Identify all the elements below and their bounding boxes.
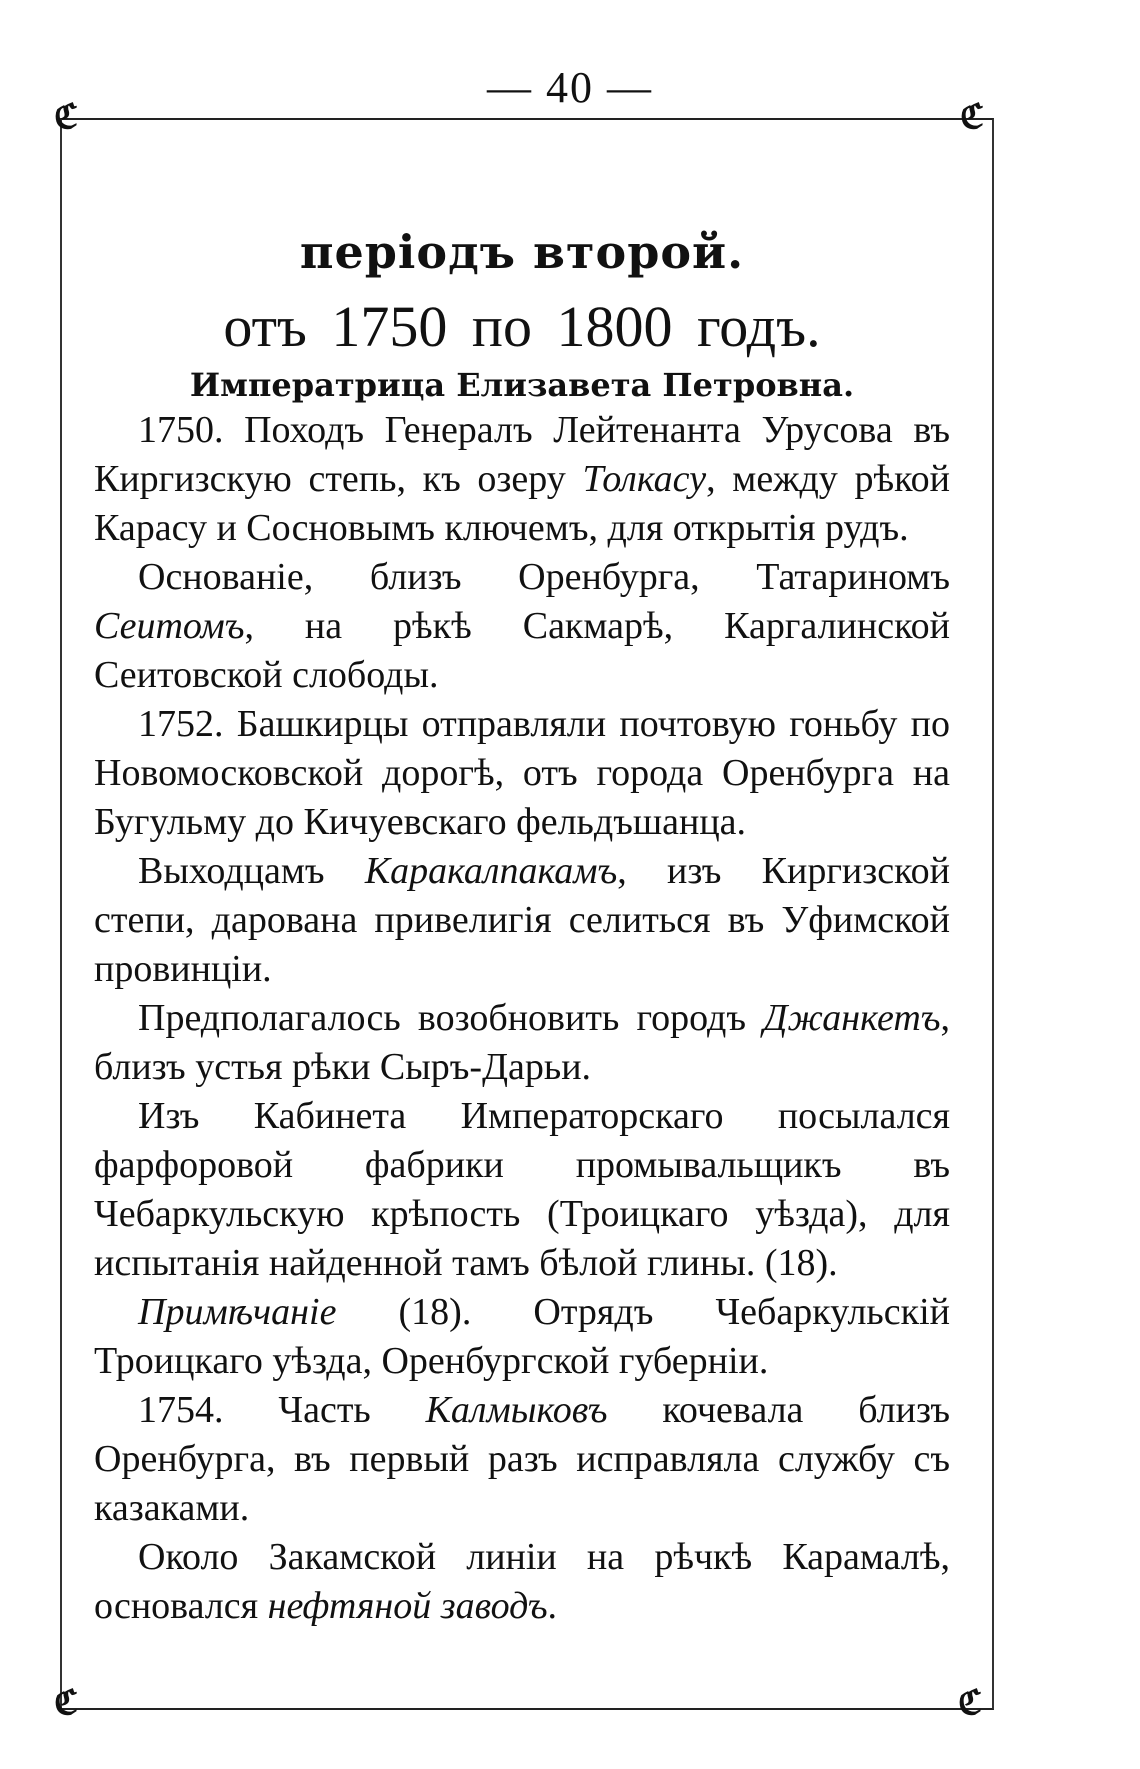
- paragraph-text: 1754. Часть: [138, 1389, 426, 1431]
- paragraph-text: Предполагалось возобновить городъ: [138, 997, 764, 1039]
- date-range: отъ 1750 по 1800 годъ.: [223, 294, 821, 359]
- paragraph: [94, 1092, 950, 1288]
- ruler-heading: Императрица Елизавета Петровна.: [189, 366, 855, 404]
- corner-ornament-icon: ℭ: [960, 97, 984, 137]
- paragraph-italic: Примѣчаніе: [138, 1291, 337, 1333]
- period-title: періодъ второй.: [299, 225, 745, 279]
- corner-ornament-icon: ℭ: [958, 1683, 982, 1723]
- corner-ornament-icon: ℭ: [54, 1683, 78, 1723]
- paragraph-text: (18). Отрядъ Чебаркульскій Троицкаго уѣзда, Оренбургской губерніи.: [94, 1291, 950, 1382]
- paragraph-text: 1752. Башкирцы отправляли почтовую гоньбу по Новомосковской дорогѣ, отъ города Оренбурга на Бугульму до Кичуевскаго фельдъшанца.: [94, 703, 950, 843]
- paragraph-text: Около Закамской линіи на рѣчкѣ Карамалѣ, основался: [94, 1536, 950, 1627]
- paragraph-italic: нефтяной заводъ: [267, 1585, 548, 1627]
- paragraph: [94, 1533, 950, 1631]
- paragraph: [94, 994, 950, 1092]
- paragraph: [94, 847, 950, 994]
- paragraph-text: Выходцамъ: [138, 850, 365, 892]
- paragraph: [94, 1288, 950, 1386]
- paragraph: [94, 553, 950, 700]
- paragraph-italic: Калмыковъ: [425, 1389, 608, 1431]
- paragraph-text: Основаніе, близъ Оренбурга, Татариномъ: [138, 556, 950, 598]
- paragraph-text: , изъ Киргизской степи, дарована привелигія селиться въ Уфимской провинціи.: [94, 850, 950, 990]
- paragraph: [94, 700, 950, 847]
- paragraph-text: , близъ устья рѣки Сыръ-Дарьи.: [94, 997, 950, 1088]
- paragraph: [94, 1386, 950, 1533]
- paragraph-italic: Джанкетъ: [763, 997, 941, 1039]
- page-content: [94, 225, 950, 1631]
- paragraph-text: кочевала близъ Оренбурга, въ первый разъ исправляла службу съ казаками.: [94, 1389, 950, 1529]
- paragraph-italic: Каракалпакамъ: [364, 850, 618, 892]
- paragraph: [94, 406, 950, 553]
- paragraph-italic: Толкасу: [582, 458, 707, 500]
- paragraph-text: Изъ Кабинета Императорскаго посылался фарфоровой фабрики промывальщикъ въ Чебаркульскую крѣпость (Троицкаго уѣзда), для испытанія найденной тамъ бѣлой глины. (18).: [94, 1095, 950, 1284]
- corner-ornament-icon: ℭ: [54, 97, 78, 137]
- paragraph-text: 1750. Походъ Генералъ Лейтенанта Урусова въ Киргизскую степь, къ озеру: [94, 409, 950, 500]
- paragraph-text: , между рѣкой Карасу и Сосновымъ ключемъ, для открытія рудъ.: [94, 458, 950, 549]
- paragraph-text: , на рѣкѣ Сакмарѣ, Каргалинской Сеитовской слободы.: [94, 605, 950, 696]
- page-number: — 40 —: [487, 63, 653, 112]
- paragraph-italic: Сеитомъ: [94, 605, 245, 647]
- paragraph-text: .: [547, 1585, 558, 1627]
